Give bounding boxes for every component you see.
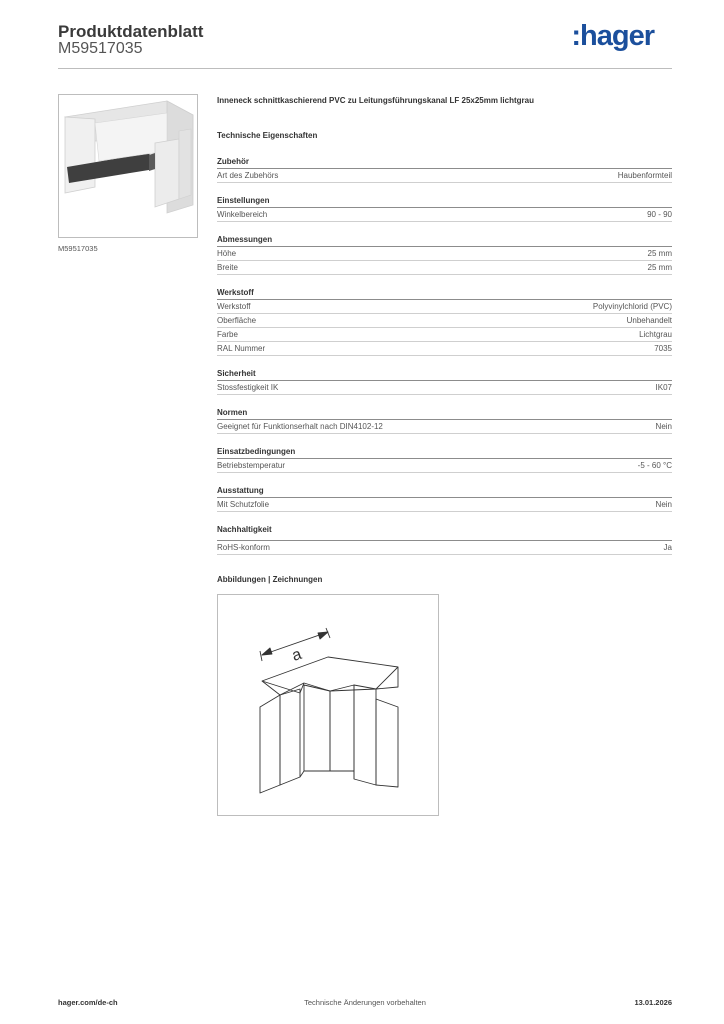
section-title: Normen — [217, 408, 248, 417]
row-value: Nein — [655, 500, 672, 509]
row-label: Oberfläche — [217, 316, 257, 325]
product-details — [217, 96, 672, 584]
document-number: M59517035 — [58, 40, 143, 57]
website-link[interactable]: hager.com/de-ch — [58, 998, 118, 1007]
row-value: 25 mm — [647, 249, 672, 258]
row-label: Werkstoff — [217, 302, 251, 311]
document-title: Produktdatenblatt — [58, 22, 204, 41]
section-title: Zubehör — [217, 157, 249, 166]
row-label: Art des Zubehörs — [217, 171, 279, 180]
row-value: IK07 — [655, 383, 672, 392]
row-value: -5 - 60 °C — [637, 461, 672, 470]
header-divider — [58, 68, 672, 69]
dimension-label: a — [289, 645, 304, 665]
row-value: 90 - 90 — [647, 210, 672, 219]
row-label: Geeignet für Funktionserhalt nach DIN4102-12 — [217, 422, 383, 431]
row-label: RoHS-konform — [217, 543, 270, 552]
section-title: Einsatzbedingungen — [217, 447, 296, 456]
row-label: RAL Nummer — [217, 344, 266, 353]
row-label: Betriebstemperatur — [217, 461, 286, 470]
section-title: Abmessungen — [217, 235, 273, 244]
row-label: Stossfestigkeit IK — [217, 383, 279, 392]
product-title: Inneneck schnittkaschierend PVC zu Leitungsführungskanal LF 25x25mm lichtgrau — [217, 96, 534, 105]
row-value: Lichtgrau — [639, 330, 672, 339]
page-header — [58, 20, 672, 70]
footer-note: Technische Änderungen vorbehalten — [304, 998, 426, 1007]
section-title: Werkstoff — [217, 288, 254, 297]
table-row — [217, 342, 672, 356]
row-label: Winkelbereich — [217, 210, 268, 219]
table-row — [217, 541, 672, 555]
row-label: Mit Schutzfolie — [217, 500, 270, 509]
technical-drawing — [217, 594, 439, 816]
page-footer — [58, 998, 672, 1012]
row-label: Breite — [217, 263, 238, 272]
row-value: Ja — [663, 543, 672, 552]
product-image — [58, 94, 198, 238]
row-value: Unbehandelt — [626, 316, 672, 325]
section-title: Ausstattung — [217, 486, 264, 495]
section-title: Einstellungen — [217, 196, 270, 205]
table-row — [217, 261, 672, 275]
table-row — [217, 498, 672, 512]
table-row — [217, 328, 672, 342]
drawings-heading: Abbildungen | Zeichnungen — [217, 575, 323, 584]
table-row — [217, 208, 672, 222]
row-value: Haubenformteil — [617, 171, 672, 180]
row-value: Nein — [655, 422, 672, 431]
section-title: Nachhaltigkeit — [217, 525, 272, 534]
image-caption: M59517035 — [58, 244, 98, 253]
row-label: Farbe — [217, 330, 238, 339]
table-row — [217, 300, 672, 314]
table-row — [217, 247, 672, 261]
table-row — [217, 420, 672, 434]
table-row — [217, 381, 672, 395]
row-value: 25 mm — [647, 263, 672, 272]
row-value: Polyvinylchlorid (PVC) — [592, 302, 672, 311]
footer-date: 13.01.2026 — [634, 998, 672, 1007]
row-label: Höhe — [217, 249, 237, 258]
row-value: 7035 — [654, 344, 672, 353]
section-title: Sicherheit — [217, 369, 256, 378]
table-row — [217, 169, 672, 183]
table-row — [217, 459, 672, 473]
table-row — [217, 314, 672, 328]
hager-logo: :hager — [571, 20, 654, 52]
technical-properties-heading: Technische Eigenschaften — [217, 131, 318, 140]
